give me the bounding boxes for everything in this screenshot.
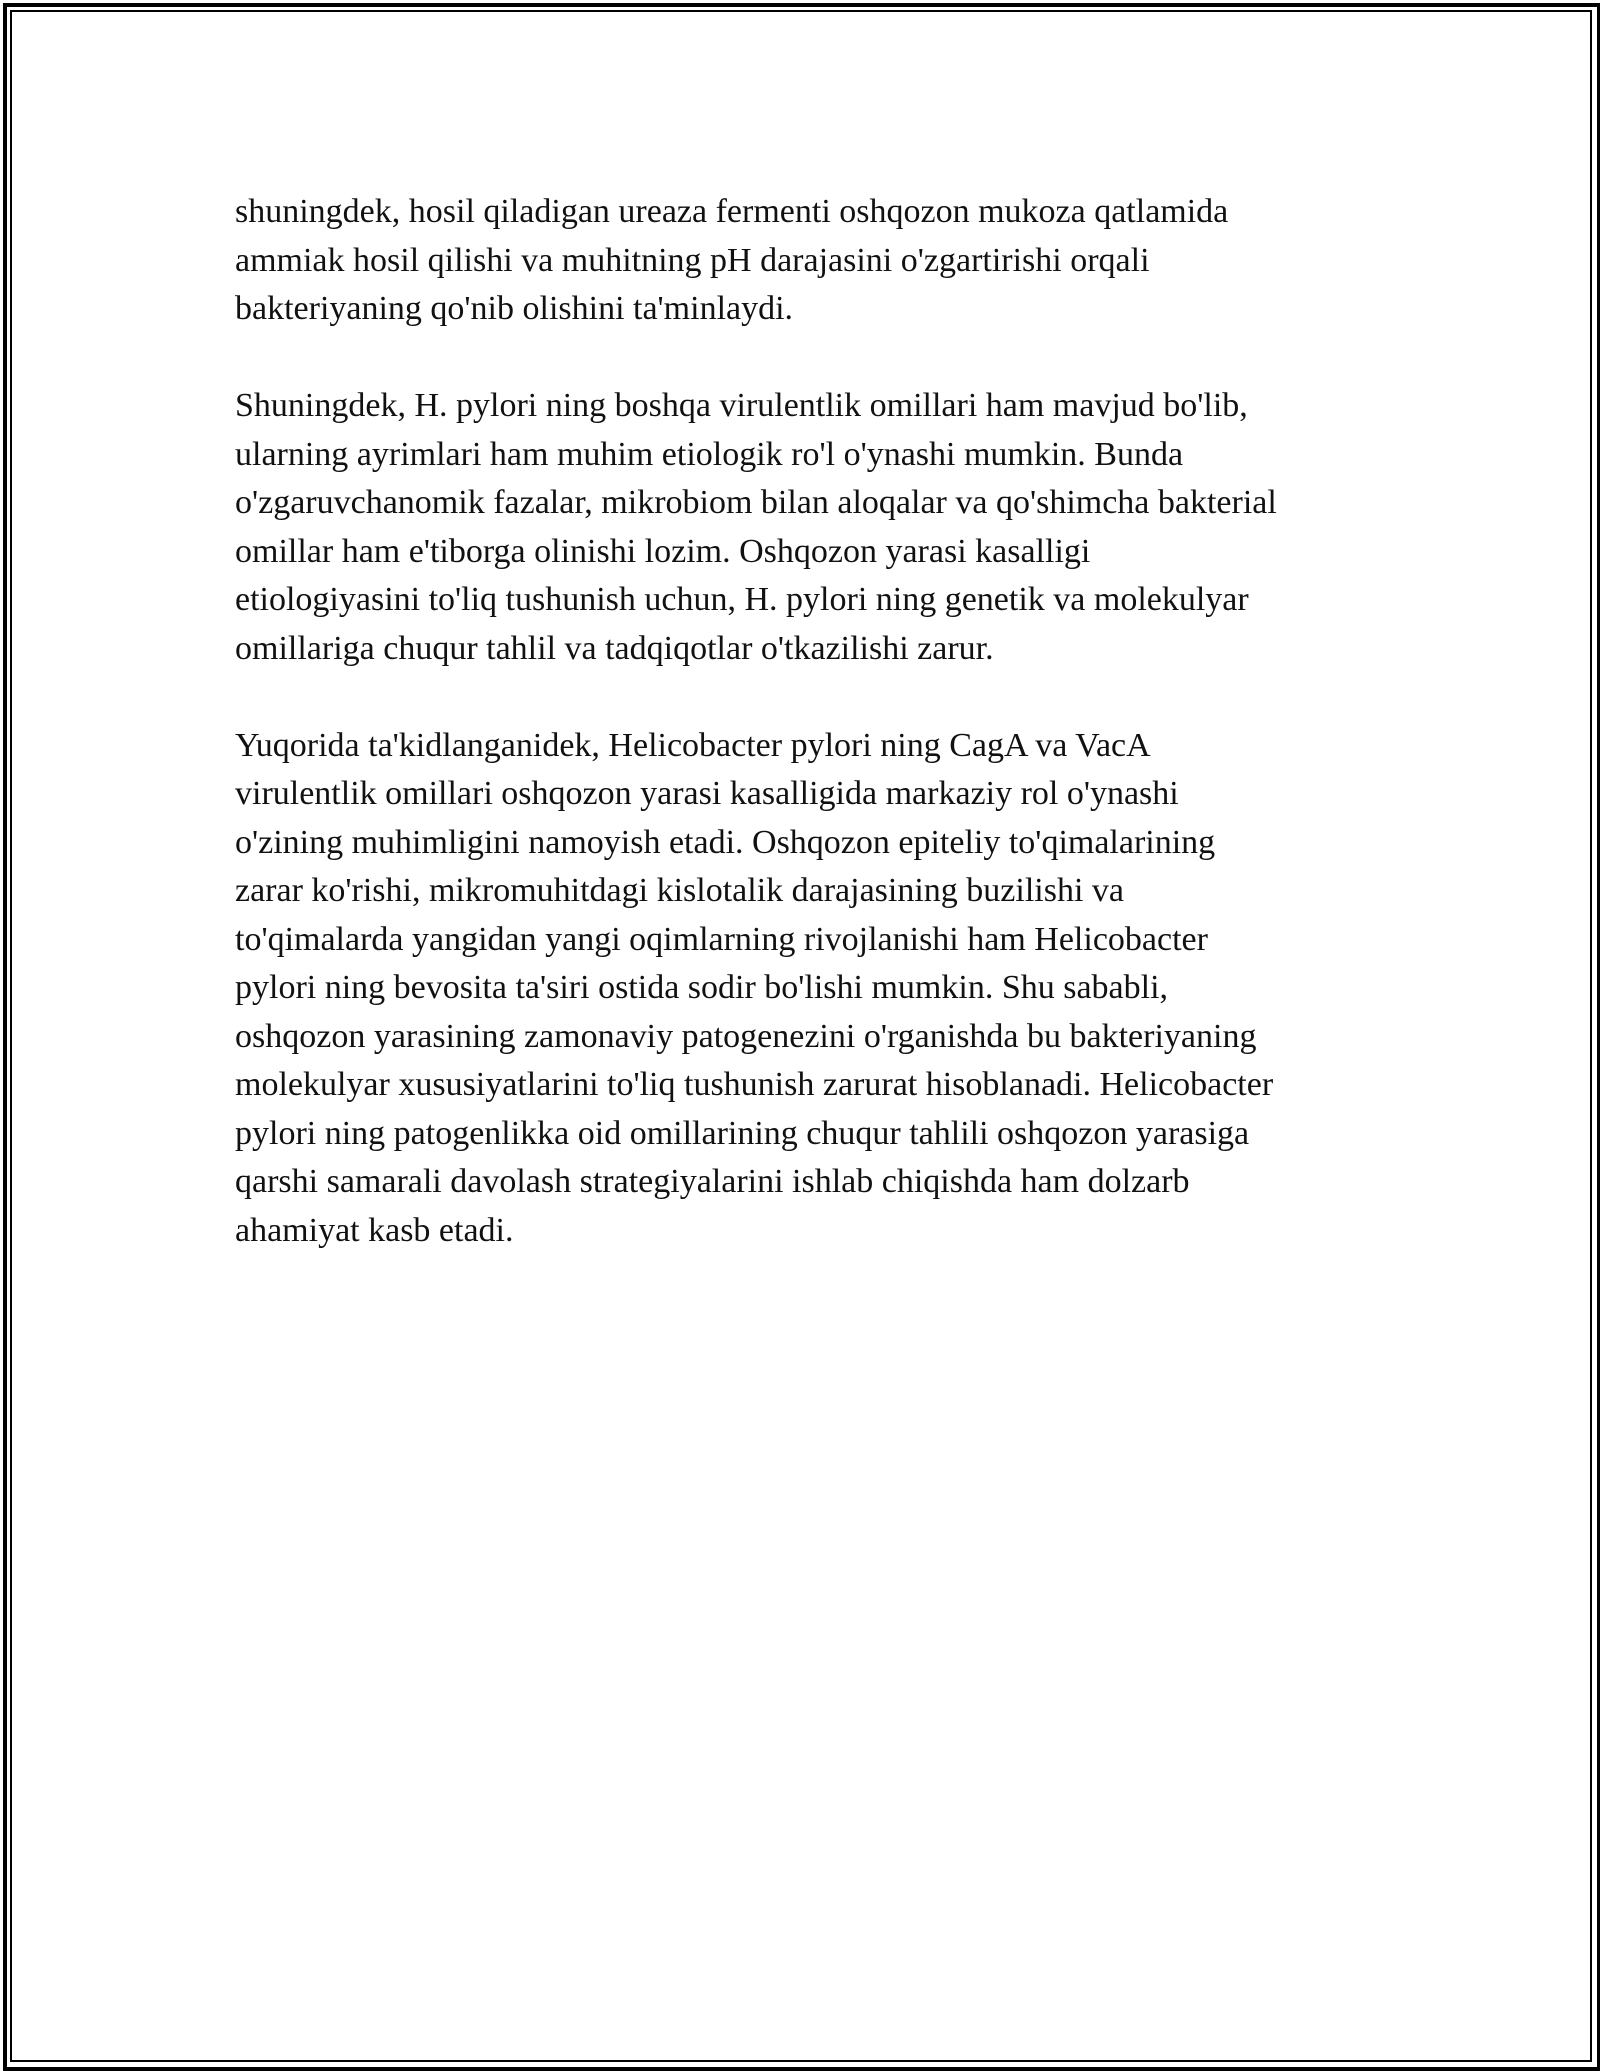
- document-body: [235, 188, 1365, 1304]
- paragraph-virulence-factors: Shuningdek, H. pylori ning boshqa virulentlik omillari ham mavjud bo'lib, ularning ayrimlari ham muhim etiologik ro'l o'ynashi mumkin. Bunda o'zgaruvchanomik fazalar, mikrobiom bilan aloqalar va qo'shimcha bakterial omillar ham e'tiborga olinishi lozim. Oshqozon yarasi kasalligi etiologiyasini to'liq tushunish uchun, H. pylori ning genetik va molekulyar omillariga chuqur tahlil va tadqiqotlar o'tkazilishi zarur.: [235, 387, 1277, 667]
- paragraph-conclusion: Yuqorida ta'kidlanganidek, Helicobacter pylori ning CagA va VacA virulentlik omillari oshqozon yarasi kasalligida markaziy rol o'ynashi o'zining muhimligini namoyish etadi. Oshqozon epiteliy to'qimalarining zarar ko'rishi, mikromuhitdagi kislotalik darajasining buzilishi va to'qimalarda yangidan yangi oqimlarning rivojlanishi ham Helicobacter pylori ning bevosita ta'siri ostida sodir bo'lishi mumkin. Shu sababli, oshqozon yarasining zamonaviy patogenezini o'rganishda bu bakteriyaning molekulyar xususiyatlarini to'liq tushunish zarurat hisoblanadi. Helicobacter pylori ning patogenlikka oid omillarining chuqur tahlili oshqozon yarasiga qarshi samarali davolash strategiyalarini ishlab chiqishda ham dolzarb ahamiyat kasb etadi.: [235, 726, 1274, 1249]
- paragraph-urease: shuningdek, hosil qiladigan ureaza fermenti oshqozon mukoza qatlamida ammiak hosil qilishi va muhitning pH darajasini o'zgartirishi orqali bakteriyaning qo'nib olishini ta'minlaydi.: [235, 193, 1229, 327]
